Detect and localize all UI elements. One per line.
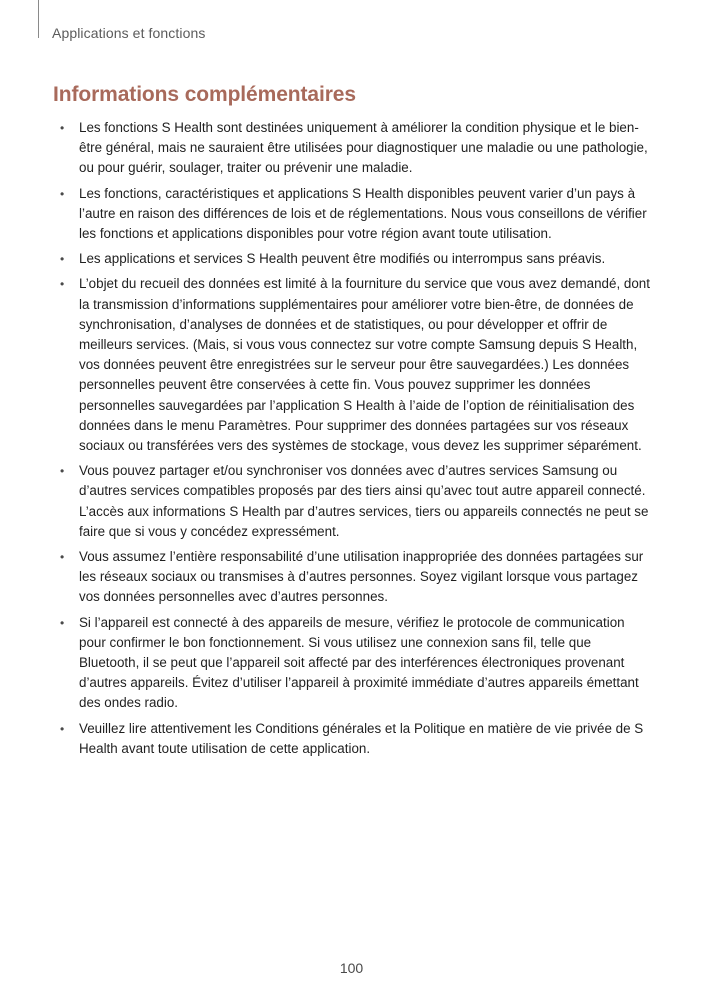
section-title: Informations complémentaires — [53, 83, 356, 106]
bullet-item — [60, 547, 655, 608]
bullet-icon: • — [60, 186, 65, 201]
page-number: 100 — [339, 960, 364, 976]
bullet-text: Les fonctions S Health sont destinées uniquement à améliorer la condition physique et le bien-être général, mais ne sauraient être utilisées pour diagnostiquer une maladie ou une pathologie, ou pour guérir, soulager, traiter ou prévenir une maladie. — [79, 120, 648, 176]
bullet-icon: • — [60, 277, 65, 292]
bullet-text: Vous pouvez partager et/ou synchroniser vos données avec d’autres services Samsung ou d’autres services compatibles proposés par des tiers ainsi qu’avec tout autre appareil connecté. L’accès aux informations S Health par d’autres services, tiers ou appareils connectés ne peut se faire que si vous y concédez expressément. — [79, 463, 649, 539]
bullet-item — [60, 613, 655, 714]
header-divider — [38, 0, 39, 38]
bullet-item — [60, 274, 655, 456]
info-bullet-list — [60, 118, 655, 764]
bullet-icon: • — [60, 252, 65, 267]
bullet-item — [60, 118, 655, 179]
bullet-icon: • — [60, 464, 65, 479]
bullet-icon: • — [60, 121, 65, 135]
bullet-item — [60, 249, 655, 269]
bullet-icon: • — [60, 615, 65, 630]
bullet-text: Les fonctions, caractéristiques et applications S Health disponibles peuvent varier d’un pays à l’autre en raison des différences de lois et de réglementations. Nous vous conseillons de vérifier les fonctions et applications disponibles pour votre région avant toute utilisation. — [79, 185, 647, 242]
bullet-text: L’objet du recueil des données est limité à la fourniture du service que vous avez demandé, dont la transmission d’informations supplémentaires pour améliorer votre bien-être, de données de synchronisation, d’analyses de données et de statistiques, ou pour développer et offrir de meilleurs services. (Mais, si vous vous connectez sur votre compte Samsung depuis S Health, vos données peuvent être enregistrées sur le serveur pour être sauvegardées.) Les données personnelles peuvent être conservées à cette fin. Vous pouvez supprimer les données personnelles sauvegardées par l’application S Health à l’aide de l’option de réinitialisation des données dans le menu Paramètres. Pour supprimer des données partagées sur vos réseaux sociaux ou transférées vers des systèmes de stockage, vous devez les supprimer séparément. — [79, 276, 650, 454]
bullet-item — [60, 719, 655, 759]
bullet-text: Veuillez lire attentivement les Conditions générales et la Politique en matière de vie privée de S Health avant toute utilisation de cette application. — [79, 720, 644, 756]
bullet-text: Vous assumez l’entière responsabilité d’une utilisation inappropriée des données partagées sur les réseaux sociaux ou transmises à d’autres personnes. Soyez vigilant lorsque vous partagez vos données personnelles avec d’autres personnes. — [79, 549, 644, 605]
bullet-icon: • — [60, 550, 65, 565]
bullet-icon: • — [60, 721, 65, 736]
bullet-item — [60, 461, 655, 542]
chapter-header: Applications et fonctions — [52, 25, 206, 41]
bullet-item — [60, 184, 655, 245]
bullet-text: Si l’appareil est connecté à des appareils de mesure, vérifiez le protocole de communication pour confirmer le bon fonctionnement. Si vous utilisez une connexion sans fil, telle que Bluetooth, il se peut que l’appareil soit affecté par des interférences électroniques provenant d’autres appareils. Évitez d’utiliser l’appareil à proximité immédiate d’autres appareils émettant des ondes radio. — [79, 614, 639, 711]
bullet-text: Les applications et services S Health peuvent être modifiés ou interrompus sans préavis. — [79, 251, 606, 267]
